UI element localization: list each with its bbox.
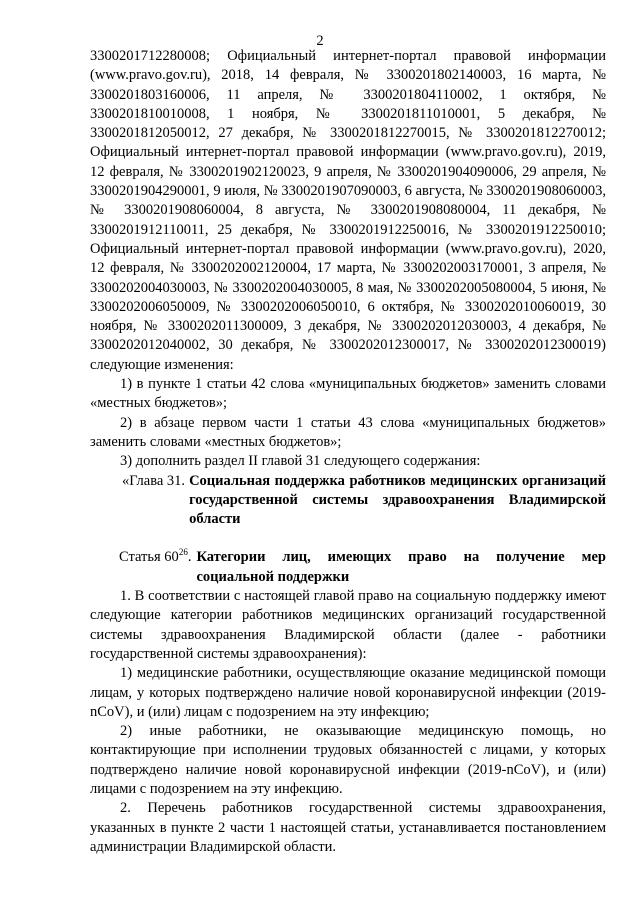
article-label-sup: 26 <box>178 547 188 558</box>
chapter-label: «Глава 31. <box>122 472 186 489</box>
chapter-heading <box>122 472 606 530</box>
amendment-2: 2) в абзаце первом части 1 статьи 43 слова «муниципальных бюджетов» заменить словами «местных бюджетов»; <box>90 414 606 450</box>
intro-paragraph: 3300201712280008; Официальный интернет-портал правовой информации (www.pravo.gov.ru), 2018, 14 февраля, № 3300201802140003, 16 марта, № 3300201803160006, 11 апреля, № 3300201804110002, 1 октября, № 3300201810010008, 1 ноября, № 3300201811010001, 5 декабря, № 3300201812050012, 27 декабря, № 3300201812270015, № 3300201812270012; Официальный интернет-портал правовой информации (www.pravo.gov.ru), 2019, 12 февраля, № 3300201902120023, 9 апреля, № 3300201904090006, 29 апреля, № 3300201904290001, 9 июля, № 3300201907090003, 6 августа, № 3300201908060003, № 3300201908060004, 8 августа, № 3300201908080004, 11 декабря, № 3300201912110011, 25 декабря, № 3300201912250016, № 3300201912250010; Официальный интернет-портал правовой информации (www.pravo.gov.ru), 2020, 12 февраля, № 3300202002120004, 17 марта, № 3300202003170001, 3 апреля, № 3300202004030003, № 3300202004030005, 8 мая, № 3300202005080004, 5 июня, № 3300202006050009, № 3300202006050010, 6 октября, № 3300202010060019, 30 ноября, № 3300202011300009, 3 декабря, № 3300202012030003, 4 декабря, № 3300202012040002, 30 декабря, № 3300202012300017, № 3300202012300019) следующие изменения: <box>90 48 606 373</box>
article-paragraph-4: 2. Перечень работников государственной системы здравоохранения, указанных в пункте 2 части 1 настоящей статьи, устанавливается постановлением администрации Владимирской области. <box>90 800 606 855</box>
amendment-3: 3) дополнить раздел II главой 31 следующего содержания: <box>120 453 481 470</box>
article-label-suffix: . <box>187 549 192 566</box>
page-number: 2 <box>316 33 324 49</box>
article-paragraph-1: 1. В соответствии с настоящей главой право на социальную поддержку имеют следующие категории работников медицинских организаций государственной системы здравоохранения Владимирской области (далее - работники государственной системы здравоохранения): <box>90 588 606 662</box>
article-label <box>119 548 191 587</box>
amendment-1: 1) в пункте 1 статьи 42 слова «муниципальных бюджетов» заменить словами «местных бюджетов»; <box>90 376 606 412</box>
chapter-title: Социальная поддержка работников медицинских организаций государственной системы здравоохранения Владимирской области <box>189 472 606 528</box>
article-paragraph-3: 2) иные работники, не оказывающие медицинскую помощь, но контактирующие при исполнении трудовых обязанностей с лицами, у которых подтверждено наличие новой коронавирусной инфекции (2019-nCoV), и (или) лицами с подозрением на эту инфекцию. <box>90 723 606 797</box>
article-label-prefix: Статья 60 <box>119 549 179 566</box>
article-paragraph-2: 1) медицинские работники, осуществляющие оказание медицинской помощи лицам, у которых подтверждено наличие новой коронавирусной инфекции (2019-nCoV), и (или) лицам с подозрением на эту инфекцию; <box>90 665 606 720</box>
article-title: Категории лиц, имеющих право на получение мер социальной поддержки <box>196 549 606 585</box>
article-heading <box>119 548 606 587</box>
document-body <box>90 47 606 857</box>
